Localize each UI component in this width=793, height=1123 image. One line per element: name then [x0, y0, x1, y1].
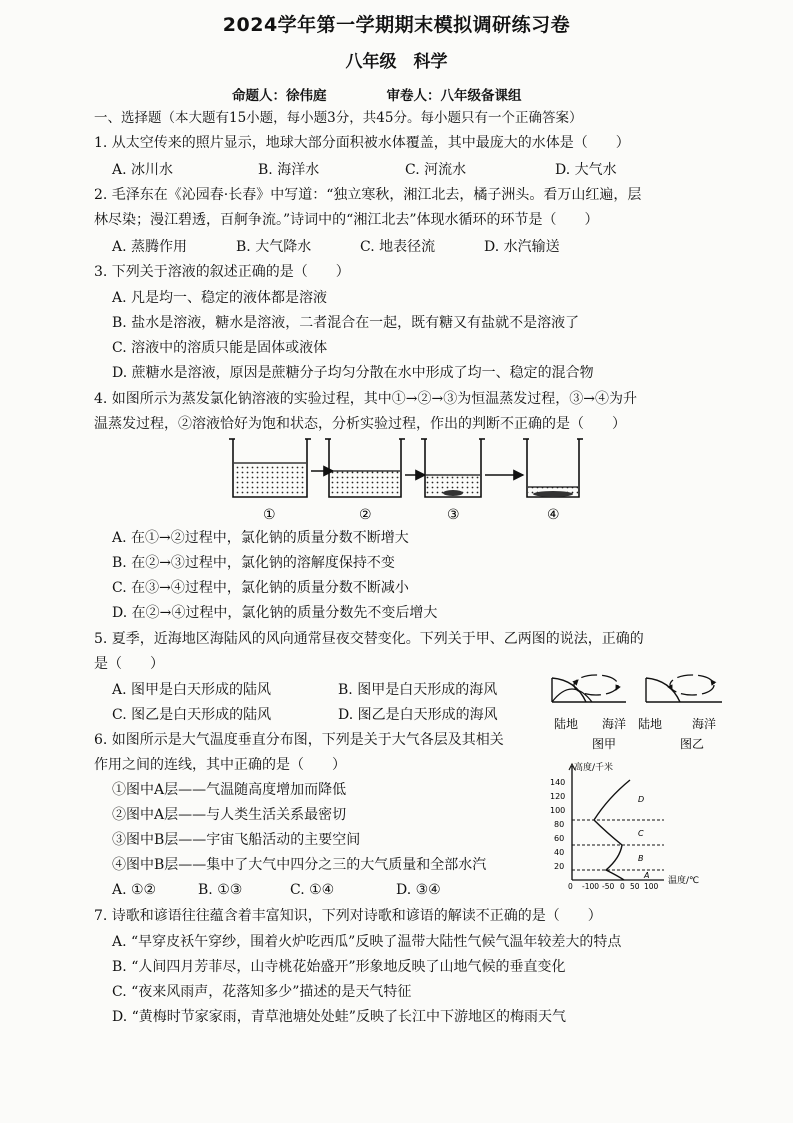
chart-xlabel: 温度/℃ — [668, 876, 700, 886]
q5-option-c: C. 图乙是白天形成的陆风 — [112, 707, 272, 723]
beaker-label-2: ② — [359, 507, 372, 523]
fig-caption-1: 图甲 — [592, 737, 617, 751]
beaker-diagram — [225, 435, 585, 527]
beaker-label-3: ③ — [447, 507, 460, 523]
q3-option-c: C. 溶液中的溶质只能是固体或液体 — [112, 340, 328, 356]
q5-stem-1: 5. 夏季，近海地区海陆风的风向通常昼夜交替变化。下列关于甲、乙两图的说法，正确的 — [94, 631, 644, 647]
q6-item-1: ①图中A层——气温随高度增加而降低 — [112, 782, 347, 798]
q6-option-a: A. ①② — [112, 882, 157, 898]
authors-line — [232, 88, 582, 105]
chart-ylabel: 高度/千米 — [574, 763, 614, 773]
q3-option-b: B. 盐水是溶液，糖水是溶液，二者混合在一起，既有糖又有盐就不是溶液了 — [112, 315, 580, 331]
ytick-80: 80 — [554, 820, 565, 829]
beaker-1 — [229, 439, 311, 497]
q7-option-d: D. “黄梅时节家家雨，青草池塘处处蛙”反映了长江中下游地区的梅雨天气 — [112, 1009, 566, 1025]
ytick-20: 20 — [554, 862, 565, 871]
q2-option-d: D. 水汽输送 — [484, 239, 560, 255]
ytick-140: 140 — [550, 778, 566, 787]
q6-item-4: ④图中B层——集中了大气中四分之三的大气质量和全部水汽 — [112, 857, 487, 873]
q1-option-a: A. 冰川水 — [112, 162, 174, 178]
ytick-100: 100 — [550, 806, 566, 815]
q1-stem: 1. 从太空传来的照片显示，地球大部分面积被水体覆盖，其中最庞大的水体是（ ） — [94, 135, 630, 151]
ytick-40: 40 — [554, 848, 565, 857]
xtick-neg100: -100 — [582, 882, 600, 891]
xtick-100: 100 — [644, 882, 659, 891]
q2-option-a: A. 蒸腾作用 — [112, 239, 188, 255]
q5-option-d: D. 图乙是白天形成的海风 — [338, 707, 498, 723]
q6-stem-2: 作用之间的连线，其中正确的是（ ） — [94, 757, 346, 773]
setter: 命题人：徐伟庭 — [232, 88, 327, 104]
beaker-4 — [523, 439, 583, 497]
fig-sea-2: 海洋 — [692, 717, 717, 731]
atmosphere-temperature-chart — [546, 758, 726, 894]
xtick-neg50: -50 — [602, 882, 615, 891]
layer-d: D — [638, 795, 645, 804]
q3-option-a: A. 凡是均一、稳定的液体都是溶液 — [112, 290, 328, 306]
q6-option-c: C. ①④ — [290, 882, 335, 898]
q4-option-d: D. 在②→④过程中，氯化钠的质量分数先不变后增大 — [112, 605, 438, 621]
beaker-label-1: ① — [263, 507, 276, 523]
xtick-0b: 0 — [620, 882, 625, 891]
ytick-120: 120 — [550, 792, 566, 801]
q6-stem-1: 6. 如图所示是大气温度垂直分布图，下列是关于大气各层及其相关 — [94, 732, 504, 748]
page-title: 2024学年第一学期期末模拟调研练习卷 — [222, 14, 571, 36]
beaker-2 — [325, 439, 405, 497]
xtick-0a: 0 — [568, 882, 573, 891]
q4-option-b: B. 在②→③过程中，氯化钠的溶解度保持不变 — [112, 555, 395, 571]
page-subtitle: 八年级 科学 — [345, 52, 448, 72]
q2-option-b: B. 大气降水 — [236, 239, 312, 255]
fig-caption-2: 图乙 — [680, 737, 705, 751]
q7-option-b: B. “人间四月芳菲尽，山寺桃花始盛开”形象地反映了山地气候的垂直变化 — [112, 959, 566, 975]
beaker-3 — [421, 439, 485, 497]
reviewer: 审卷人：八年级备课组 — [386, 88, 522, 104]
q7-option-c: C. “夜来风雨声，花落知多少”描述的是天气特征 — [112, 984, 412, 1000]
fig-land-1: 陆地 — [554, 717, 579, 731]
layer-b: B — [638, 854, 644, 863]
q5-option-b: B. 图甲是白天形成的海风 — [338, 682, 498, 698]
fig-land-2: 陆地 — [638, 717, 663, 731]
q4-option-a: A. 在①→②过程中，氯化钠的质量分数不断增大 — [112, 530, 409, 546]
q4-option-c: C. 在③→④过程中，氯化钠的质量分数不断减小 — [112, 580, 409, 596]
fig-sea-1: 海洋 — [602, 717, 627, 731]
q1-option-c: C. 河流水 — [405, 162, 467, 178]
q7-stem: 7. 诗歌和谚语往往蕴含着丰富知识，下列对诗歌和谚语的解读不正确的是（ ） — [94, 908, 602, 924]
q3-stem: 3. 下列关于溶液的叙述正确的是（ ） — [94, 264, 350, 280]
layer-c: C — [638, 829, 644, 838]
q4-stem-1: 4. 如图所示为蒸发氯化钠溶液的实验过程，其中①→②→③为恒温蒸发过程，③→④为升 — [94, 391, 637, 407]
q6-option-b: B. ①③ — [198, 882, 243, 898]
section-heading: 一、选择题（本大题有15小题，每小题3分，共45分。每小题只有一个正确答案） — [94, 110, 583, 126]
xtick-50: 50 — [630, 882, 640, 891]
q2-stem-1: 2. 毛泽东在《沁园春·长春》中写道：“独立寒秋，湘江北去，橘子洲头。看万山红遍，层 — [94, 187, 642, 203]
sea-land-breeze-figure — [546, 660, 731, 760]
q1-option-d: D. 大气水 — [555, 162, 617, 178]
q6-item-2: ②图中A层——与人类生活关系最密切 — [112, 807, 347, 823]
q5-stem-2: 是（ ） — [94, 656, 164, 672]
q2-stem-2: 林尽染；漫江碧透，百舸争流。”诗词中的“湘江北去”体现水循环的环节是（ ） — [94, 212, 599, 228]
q3-option-d: D. 蔗糖水是溶液，原因是蔗糖分子均匀分散在水中形成了均一、稳定的混合物 — [112, 365, 594, 381]
q4-stem-2: 温蒸发过程，②溶液恰好为饱和状态，分析实验过程，作出的判断不正确的是（ ） — [94, 416, 626, 432]
q5-option-a: A. 图甲是白天形成的陆风 — [112, 682, 272, 698]
q2-option-c: C. 地表径流 — [360, 239, 436, 255]
layer-a: A — [644, 871, 650, 880]
q6-item-3: ③图中B层——宇宙飞船活动的主要空间 — [112, 832, 361, 848]
ytick-60: 60 — [554, 834, 565, 843]
q7-option-a: A. “早穿皮袄午穿纱，围着火炉吃西瓜”反映了温带大陆性气候气温年较差大的特点 — [112, 934, 622, 950]
q6-option-d: D. ③④ — [396, 882, 441, 898]
beaker-label-4: ④ — [547, 507, 560, 523]
q1-option-b: B. 海洋水 — [258, 162, 320, 178]
